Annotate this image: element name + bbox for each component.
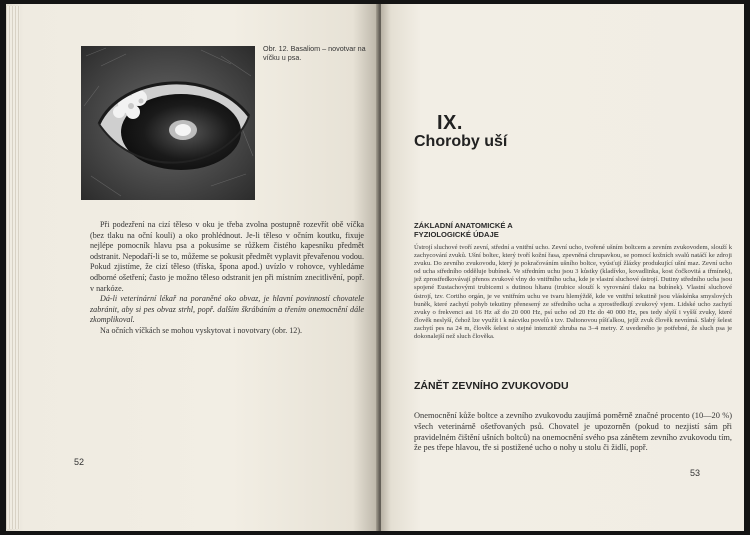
book-spread: [6, 4, 744, 531]
section-text-otitis: [414, 411, 732, 454]
figure-caption: Obr. 12. Basaliom – novotvar na víčku u psa.: [263, 44, 366, 62]
paragraph: Onemocnění kůže boltce a zevního zvukovodu zaujímá poměrně značné procento (10—20 %) všech veterinárně ošetřovaných psů. Chovatel je upozorněn (pokud to nezjistí sám při pravidelném čištění ušních boltců) na onemocnění svého psa zánětem zevního zvukovodu tím, že pes třepe hlavou, tře si postižené ucho o nohy u stolu či židlí, popř.: [414, 411, 732, 453]
left-page: [6, 4, 379, 531]
eye-photo: [81, 46, 255, 200]
left-body-text: [90, 220, 364, 337]
section-heading-anatomy: ZÁKLADNÍ ANATOMICKÉ A FYZIOLOGICKÉ ÚDAJE: [414, 221, 513, 239]
right-page: [381, 4, 744, 531]
section-text-anatomy: [414, 244, 732, 341]
paragraph: Ústrojí sluchové tvoří zevní, střední a vnitřní ucho. Zevní ucho, tvořené ušním boltcem a zevním zvukovodem, slouží k zachycování zvuků. Ušní boltec, který tvoří kožní řasa, zpevněná chrupavkou, se pomocí kožních svalů natáčí ke zdroji zvuku. Do zevního zvukovodu, který je pokračováním ušního boltce, vyúsťují žlázky produkující ušní maz. Zevní ucho od ucha středního odděluje bubínek. Ve středním uchu jsou 3 kůstky (kladívko, kovadlinka, kost čočkovitá a třmínek), jež zprostředkovávají přenos zvukové vlny do vnitřního ucha, kde je vlastní sluchové ústrojí. Dutiny středního ucha jsou spojené Eustachovými trubicemi s dutinou hltanu (trubice slouží k vyrovnání tlaku na bubínek). Vlastní sluchové ústrojí, tzv. Cortiho orgán, je ve vnitřním uchu ve tvaru hlemýždě, kde ve vnitřní tekutině jsou vláskénka smyslových buněk, které zachytí pohyb tekutiny přenesený ze středního ucha a zprostředkují zvukový vjem. Lidské ucho zachytí zvuky o frekvenci asi 16 Hz až do 20 000 Hz, psí ucho od 20 Hz do 40 000 Hz, pes tedy slyší i vyšší zvuky, které člověk neslyší, čehož lze využít i k nácviku povelů s tzv. Daltonovou píšťalkou, jejíž zvuk člověk nevnímá. Slabý šelest zachytí pes na 24 m, člověk šelest o stejné intenzitě zhruba na 3–4 metry. Z uvedeného je potřebné, že sluch psa je dokonalejší než sluch člověka.: [414, 244, 732, 341]
chapter-number: IX.: [437, 112, 463, 134]
eye-tumor-illustration: [81, 46, 255, 200]
section-heading-otitis: ZÁNĚT ZEVNÍHO ZVUKOVODU: [414, 380, 569, 392]
page-edges: [6, 6, 20, 529]
chapter-title: Choroby uší: [414, 133, 508, 150]
paragraph: Při podezření na cizí těleso v oku je třeba zvolna postupně rozevřít obě víčka (bez tlaku na oční kouli) a oko prohlédnout. Je-li těleso v očním koutku, fixuje nejlépe pomocník hlavu psa a pokusíme se růžkem čistého kapesníku předmět odstranit. Nepodaří-li se to, můžeme se pokusit předmět vyplavit převařenou vodou. Pokud zjistíme, že cizí těleso (tříska, špona apod.) uvízlo v rohovce, vyhledáme odborné ošetření; často je možno těleso odstranit jen při místním znecitlivění, popř. v narkóze.: [90, 220, 364, 293]
paragraph-italic: Dá-li veterinární lékař na poraněné oko obvaz, je hlavní povinností chovatele zabránit, aby si pes obvaz strhl, popř. dalším škrábáním a třením onemocnění dále zkomplikoval.: [90, 294, 364, 325]
paragraph: Na očních víčkách se mohou vyskytovat i novotvary (obr. 12).: [100, 325, 303, 335]
page-number-right: 53: [690, 468, 701, 478]
page-number-left: 52: [74, 457, 85, 467]
